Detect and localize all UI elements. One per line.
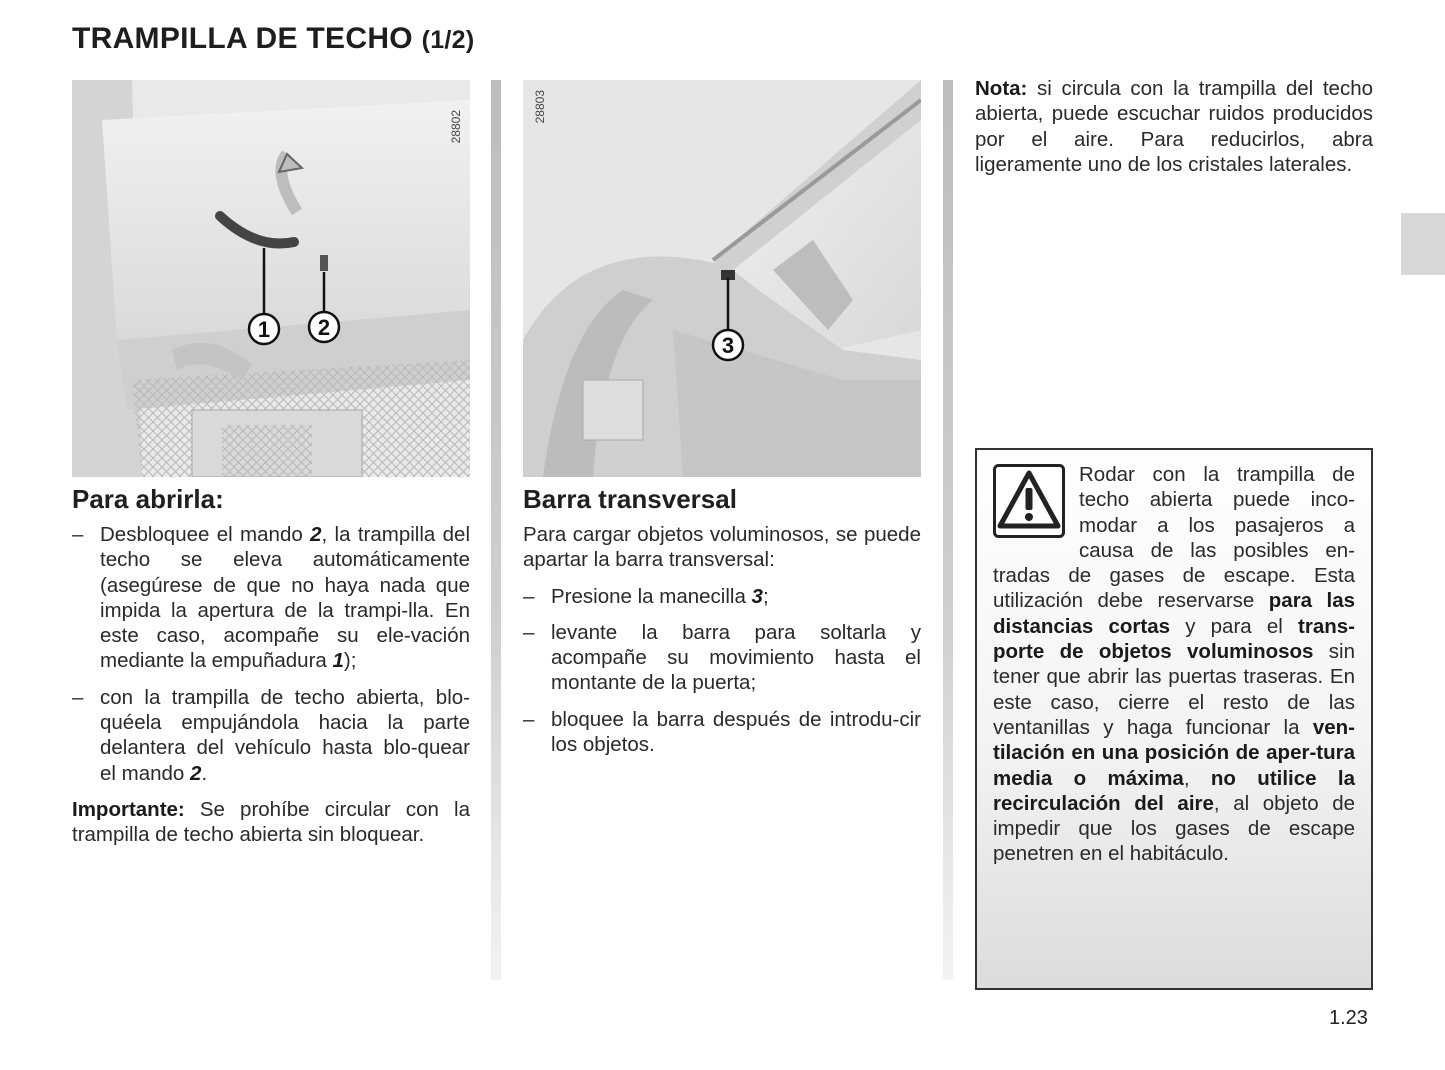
transverse-bar-photo: [523, 80, 921, 477]
warning-box: [975, 448, 1373, 990]
callout-1: 1: [257, 317, 271, 342]
list-item: [72, 685, 470, 786]
warning-emphasis: para las distancias cortas: [993, 589, 1355, 638]
text: ;: [762, 584, 769, 608]
figure-code: 28802: [449, 110, 463, 144]
page-title-main: TRAMPILLA DE TECHO: [72, 22, 413, 55]
ref-number: 2: [310, 523, 322, 546]
warning-text: sin tener que abrir las puertas traseras. En este caso, cierre el resto de las ventanillas y haga funcionar la: [993, 640, 1355, 739]
transverse-bar-section: [523, 482, 921, 768]
text: bloquee la barra después de introdu-cir los objetos.: [551, 707, 921, 757]
list-dash: –: [523, 584, 535, 608]
important-note: [72, 797, 470, 848]
list-dash: –: [523, 620, 535, 644]
text: levante la barra para soltarla y acompañe su movimiento hasta el montante de la puerta;: [551, 620, 921, 695]
list-dash: –: [72, 685, 84, 709]
figure-code: 28803: [533, 90, 547, 124]
section-tab: [1401, 213, 1445, 275]
opening-section: [72, 482, 470, 848]
intro-text: Para cargar objetos voluminosos, se puede apartar la barra transversal:: [523, 523, 921, 572]
column-divider-2: [943, 80, 953, 980]
warning-text: y para el: [1170, 614, 1299, 638]
text: );: [343, 649, 357, 673]
note: [975, 76, 1373, 177]
warning-emphasis: ven-tilación en una posición de aper-tura media o máxima: [993, 715, 1355, 790]
warning-text: , al objeto de impedir que los gases de escape penetren en el habitáculo.: [993, 791, 1355, 866]
list-item: [523, 620, 921, 696]
warning-text: ,: [1183, 766, 1211, 790]
page-number: 1.23: [1329, 1007, 1368, 1029]
list-dash: –: [72, 523, 84, 546]
section-heading: Para abrirla:: [72, 484, 224, 514]
note-text: si circula con la trampilla del techo abierta, puede escuchar ruidos producidos por el aire. Para reducirlos, abra ligeramente uno de los cristales laterales.: [975, 77, 1373, 176]
warning-triangle-icon: [993, 464, 1065, 538]
important-text: Se prohíbe circular con la trampilla de techo abierta sin bloquear.: [72, 797, 470, 847]
section-heading: Barra transversal: [523, 484, 737, 514]
list-dash: –: [523, 707, 535, 731]
ref-number: 2: [190, 761, 202, 785]
callout-3: 3: [721, 333, 735, 358]
column-divider-1: [491, 80, 501, 980]
text: Desbloquee el mando: [100, 523, 311, 546]
text: con la trampilla de techo abierta, blo-quéela empujándola hacia la parte delantera del vehículo hasta blo-quear el mando: [100, 685, 470, 785]
page-title: [72, 22, 474, 56]
important-label: Importante:: [72, 797, 185, 821]
warning-emphasis: no utilice la recirculación del aire: [993, 766, 1355, 815]
note-section: [975, 76, 1373, 177]
ref-number: 1: [332, 649, 344, 673]
text: Presione la manecilla: [551, 584, 752, 608]
callout-2: 2: [317, 315, 331, 340]
text: .: [201, 761, 208, 785]
text: , la trampilla del techo se eleva automáticamente (asegúrese de que no haya nada que impida la apertura de la trampi-lla. En este caso, acompañe su ele-vación mediante la empuñadura: [100, 523, 471, 673]
warning-text: Rodar con la trampilla de techo abierta puede inco-modar a los pasajeros a causa de las posibles en-tradas de gases de escape. Esta utilización debe reservarse: [993, 463, 1355, 613]
warning-emphasis: trans-porte de objetos voluminosos: [993, 614, 1355, 664]
page-title-part: (1/2): [421, 26, 475, 54]
note-label: Nota:: [975, 77, 1028, 100]
roof-hatch-photo: [72, 80, 470, 477]
ref-number: 3: [751, 584, 763, 608]
list-item: [72, 522, 470, 674]
list-item: [523, 584, 921, 609]
list-item: [523, 707, 921, 758]
